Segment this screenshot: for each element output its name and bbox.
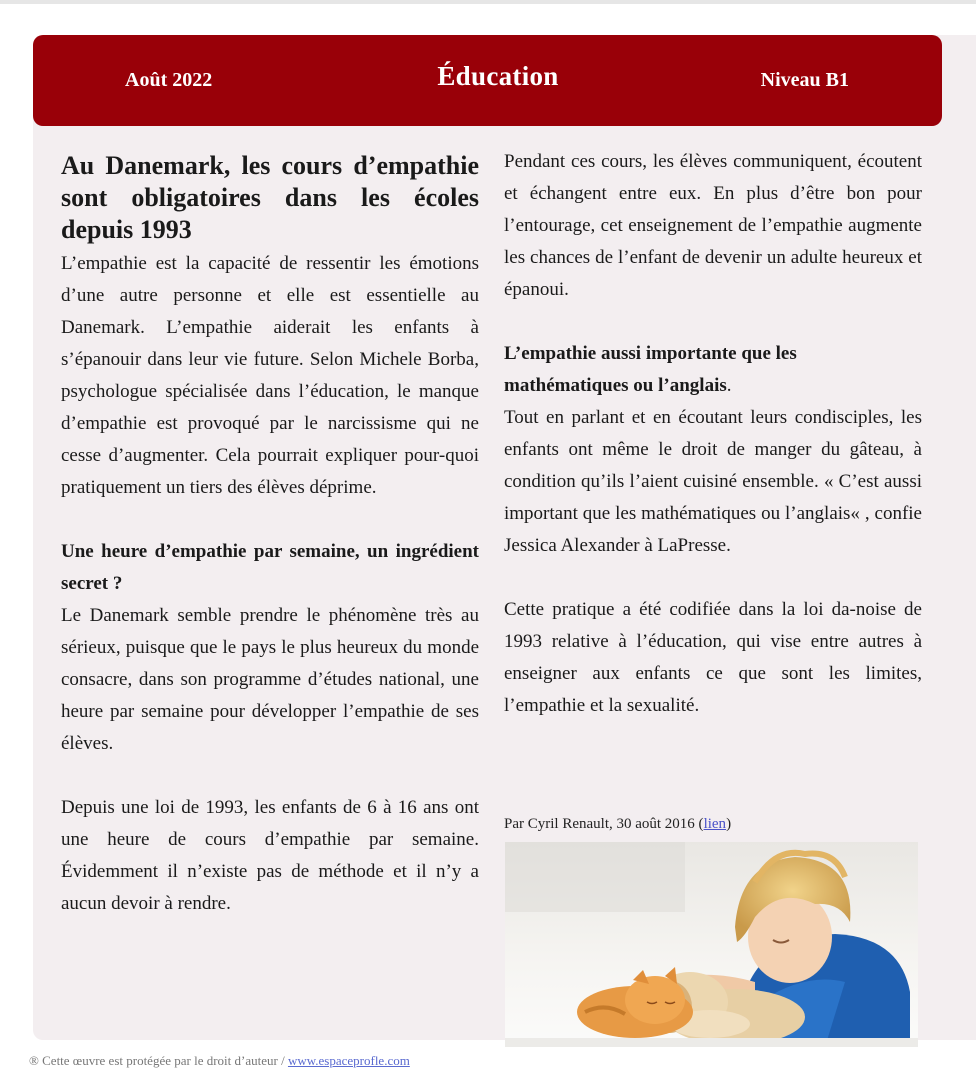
header-banner <box>33 35 942 126</box>
paragraph-4: Pendant ces cours, les élèves communiquent, écoutent et échangent entre eux. En plus d’être bon pour l’entourage, cet enseignement de l’empathie augmente les chances de l’enfant de devenir un adulte heureux et épanoui. <box>504 151 922 300</box>
article-headline: Au Danemark, les cours d’empathie sont obligatoires dans les écoles depuis 1993 <box>61 151 479 244</box>
credit-text: Par Cyril Renault, 30 août 2016 ( <box>504 816 704 832</box>
header-title: Éducation <box>437 61 559 91</box>
paragraph-5: Tout en parlant et en écoutant leurs condisciples, les enfants ont même le droit de manger du gâteau, à condition qu’ils l’aient cuisiné ensemble. « C’est aussi important que les mathématiques ou l’anglais« , confie Jessica Alexander à LaPresse. <box>504 407 922 556</box>
right-column <box>504 146 922 722</box>
subheading-2-end: . <box>726 375 732 396</box>
header-level: Niveau B1 <box>760 69 849 91</box>
paragraph-3: Depuis une loi de 1993, les enfants de 6 à 16 ans ont une heure de cours d’empathie par semaine. Évidemment il n’existe pas de méthode et il n’y a aucun devoir à rendre. <box>61 797 479 914</box>
subheading-2: L’empathie aussi importante que les mathématiques ou l’anglais <box>504 343 797 396</box>
footer-link[interactable]: www.espaceprofle.com <box>287 1053 410 1068</box>
paragraph-6: Cette pratique a été codifiée dans la loi da-noise de 1993 relative à l’éducation, qui vise entre autres à enseigner aux enfants ce que sont les limites, l’empathie et la sexualité. <box>504 599 922 716</box>
copyright-text: ® Cette œuvre est protégée par le droit d’auteur / <box>29 1053 288 1068</box>
paragraph-2: Le Danemark semble prendre le phénomène très au sérieux, puisque que le pays le plus heureux du monde consacre, dans son programme d’études national, une heure par semaine pour développer l’empathie de ses élèves. <box>61 605 479 754</box>
left-column <box>61 150 479 920</box>
paragraph-1: L’empathie est la capacité de ressentir les émotions d’une autre personne et elle est essentielle au Danemark. L’empathie aiderait les enfants à s’épanouir dans leur vie future. Selon Michele Borba, psychologue spécialisée dans l’éducation, le manque d’empathie est provoqué par le narcissisme qui ne cesse d’augmenter. Cela pourrait expliquer pour-quoi pratiquement un tiers des élèves déprime. <box>61 253 479 498</box>
credit-close: ) <box>726 816 732 832</box>
subheading-1: Une heure d’empathie par semaine, un ingrédient secret ? <box>61 541 479 594</box>
credit-link[interactable]: lien <box>703 816 727 832</box>
header-date: Août 2022 <box>125 69 213 91</box>
subheading-2-wrap <box>504 338 922 402</box>
copyright-footer <box>29 1053 410 1069</box>
top-strip <box>0 0 976 4</box>
photo-credit <box>504 816 731 833</box>
child-with-pets-photo <box>505 842 918 1047</box>
photo-illustration <box>505 842 918 1047</box>
